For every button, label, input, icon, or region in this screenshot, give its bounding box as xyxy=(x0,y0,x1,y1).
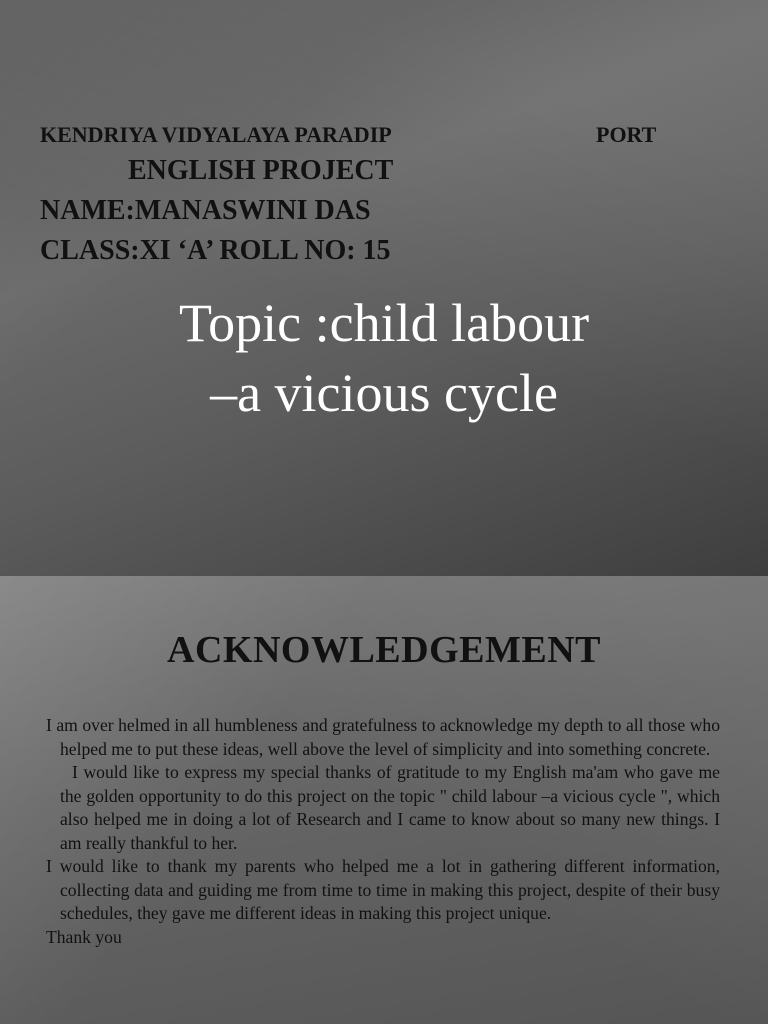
acknowledgement-paragraph: I am over helmed in all humbleness and gratefulness to acknowledge my depth to all those who helped me to put these ideas, well above the level of simplicity and into something concrete. xyxy=(46,715,720,759)
acknowledgement-title: ACKNOWLEDGEMENT xyxy=(167,629,601,671)
acknowledgement-paragraph: I would like to thank my parents who helped me a lot in gathering different information, collecting data and guiding me from time to time in making this project, despite of their busy schedules, they gave me different ideas in making this project unique. xyxy=(46,856,720,923)
class-roll-number: CLASS:XI ‘A’ ROLL NO: 15 xyxy=(40,235,391,266)
acknowledgement-paragraph: I would like to express my special thanks of gratitude to my English ma'am who gave me the golden opportunity to do this project on the topic " child labour –a vicious cycle ", which also helped me in doing a lot of Research and I came to know about so many new things. I am really thankful to her. xyxy=(60,762,720,853)
topic-line-1: Topic :child labour xyxy=(178,293,590,353)
project-title: ENGLISH PROJECT xyxy=(128,155,394,186)
topic-line-2: –a vicious cycle xyxy=(210,363,558,423)
acknowledgement-body xyxy=(46,714,720,949)
school-name: KENDRIYA VIDYALAYA PARADIP xyxy=(40,122,392,147)
student-name: NAME:MANASWINI DAS xyxy=(40,195,371,226)
thank-you-line: Thank you xyxy=(46,926,122,947)
acknowledgement-slide xyxy=(0,576,768,1024)
school-name-suffix: PORT xyxy=(596,122,657,147)
